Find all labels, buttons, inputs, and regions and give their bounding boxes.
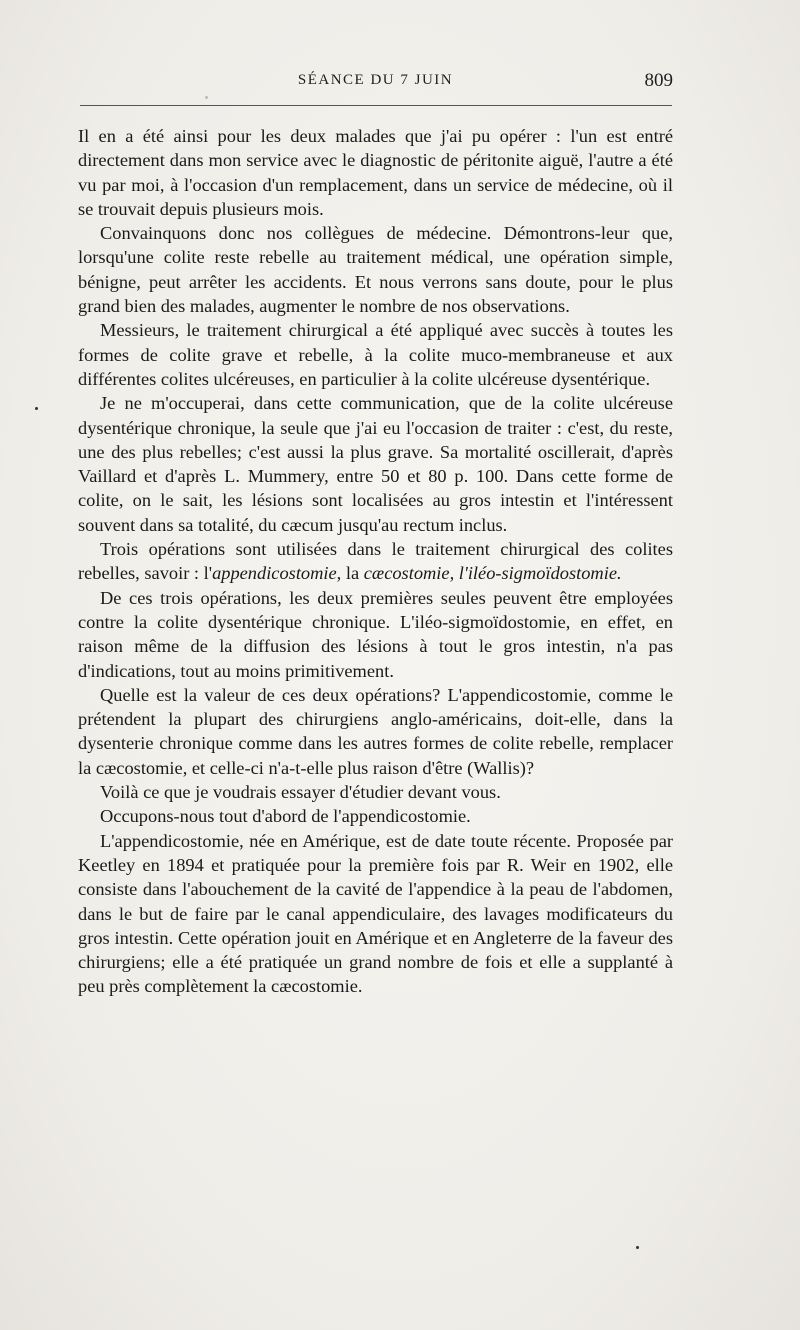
paragraph-5-mid: la: [341, 563, 364, 584]
paragraph-2: Convainquons donc nos collègues de médecine. Démontrons-leur que, lorsqu'une colite reste rebelle au traitement médical, une opération simple, bénigne, peut arrêter les accidents. Et nous verrons sans doute, pour le plus grand bien des malades, augmenter le nombre de nos observations.: [78, 223, 673, 317]
term-ileo-sigmoidostomie: l'iléo-sigmoïdostomie.: [458, 563, 622, 584]
paragraph-4: Je ne m'occuperai, dans cette communication, que de la colite ulcéreuse dysentérique chronique, la seule que j'ai eu l'occasion de traiter : c'est, du reste, une des plus rebelles; c'est aussi la plus grave. Sa mortalité oscillerait, d'après Vaillard et d'après L. Mummery, entre 50 et 80 p. 100. Dans cette forme de colite, on le sait, les lésions sont localisées au gros intestin et l'intéressent souvent dans sa totalité, du cæcum jusqu'au rectum inclus.: [78, 393, 673, 535]
ink-speck: [205, 96, 208, 99]
paragraph-1: Il en a été ainsi pour les deux malades que j'ai pu opérer : l'un est entré directement dans mon service avec le diagnostic de péritonite aiguë, l'autre a été vu par moi, à l'occasion d'un remplacement, dans un service de médecine, où il se trouvait depuis plusieurs mois.: [78, 126, 673, 219]
term-appendicostomie: appendicostomie,: [212, 563, 342, 584]
header-rule: [80, 105, 672, 106]
paragraph-6: De ces trois opérations, les deux premières seules peuvent être employées contre la colite dysentérique chronique. L'iléo-sigmoïdostomie, en effet, en raison même de la diffusion des lésions à tout le gros intestin, n'a pas d'indications, tout au moins primitivement.: [78, 587, 673, 681]
paragraph-7: Quelle est la valeur de ces deux opérations? L'appendicostomie, comme le prétendent la plupart des chirurgiens anglo-américains, doit-elle, dans la dysenterie chronique comme dans les autres formes de colite rebelle, remplacer la cæcostomie, et celle-ci n'a-t-elle plus raison d'être (Wallis)?: [78, 684, 673, 778]
running-head: SÉANCE DU 7 JUIN: [297, 72, 454, 88]
ink-speck: [636, 1246, 639, 1249]
paragraph-5-lead: Trois opérations sont utilisées dans le traitement chirurgical des colites rebelles, savoir : l': [78, 539, 673, 584]
page-number: 809: [644, 70, 673, 91]
paragraph-9: Occupons-nous tout d'abord de l'appendicostomie.: [100, 806, 471, 827]
term-caecostomie: cæcostomie,: [363, 563, 455, 584]
paragraph-8: Voilà ce que je voudrais essayer d'étudier devant vous.: [100, 782, 501, 803]
ink-speck: [35, 407, 38, 410]
body-text: [78, 124, 673, 999]
paragraph-3: Messieurs, le traitement chirurgical a été appliqué avec succès à toutes les formes de colite grave et rebelle, à la colite muco-membraneuse et aux différentes colites ulcéreuses, en particulier à la colite ulcéreuse dysentérique.: [78, 320, 673, 389]
paragraph-5: [78, 537, 673, 586]
paragraph-10: L'appendicostomie, née en Amérique, est de date toute récente. Proposée par Keetley en 1894 et pratiquée pour la première fois par R. Weir en 1902, elle consiste dans l'abouchement de la cavité de l'appendice à la peau de l'abdomen, dans le but de faire par le canal appendiculaire, des lavages modificateurs du gros intestin. Cette opération jouit en Amérique et en Angleterre de la faveur des chirurgiens; elle a été pratiquée un grand nombre de fois et elle a supplanté à peu près complètement la cæcostomie.: [78, 830, 673, 997]
page-header: [78, 70, 673, 98]
